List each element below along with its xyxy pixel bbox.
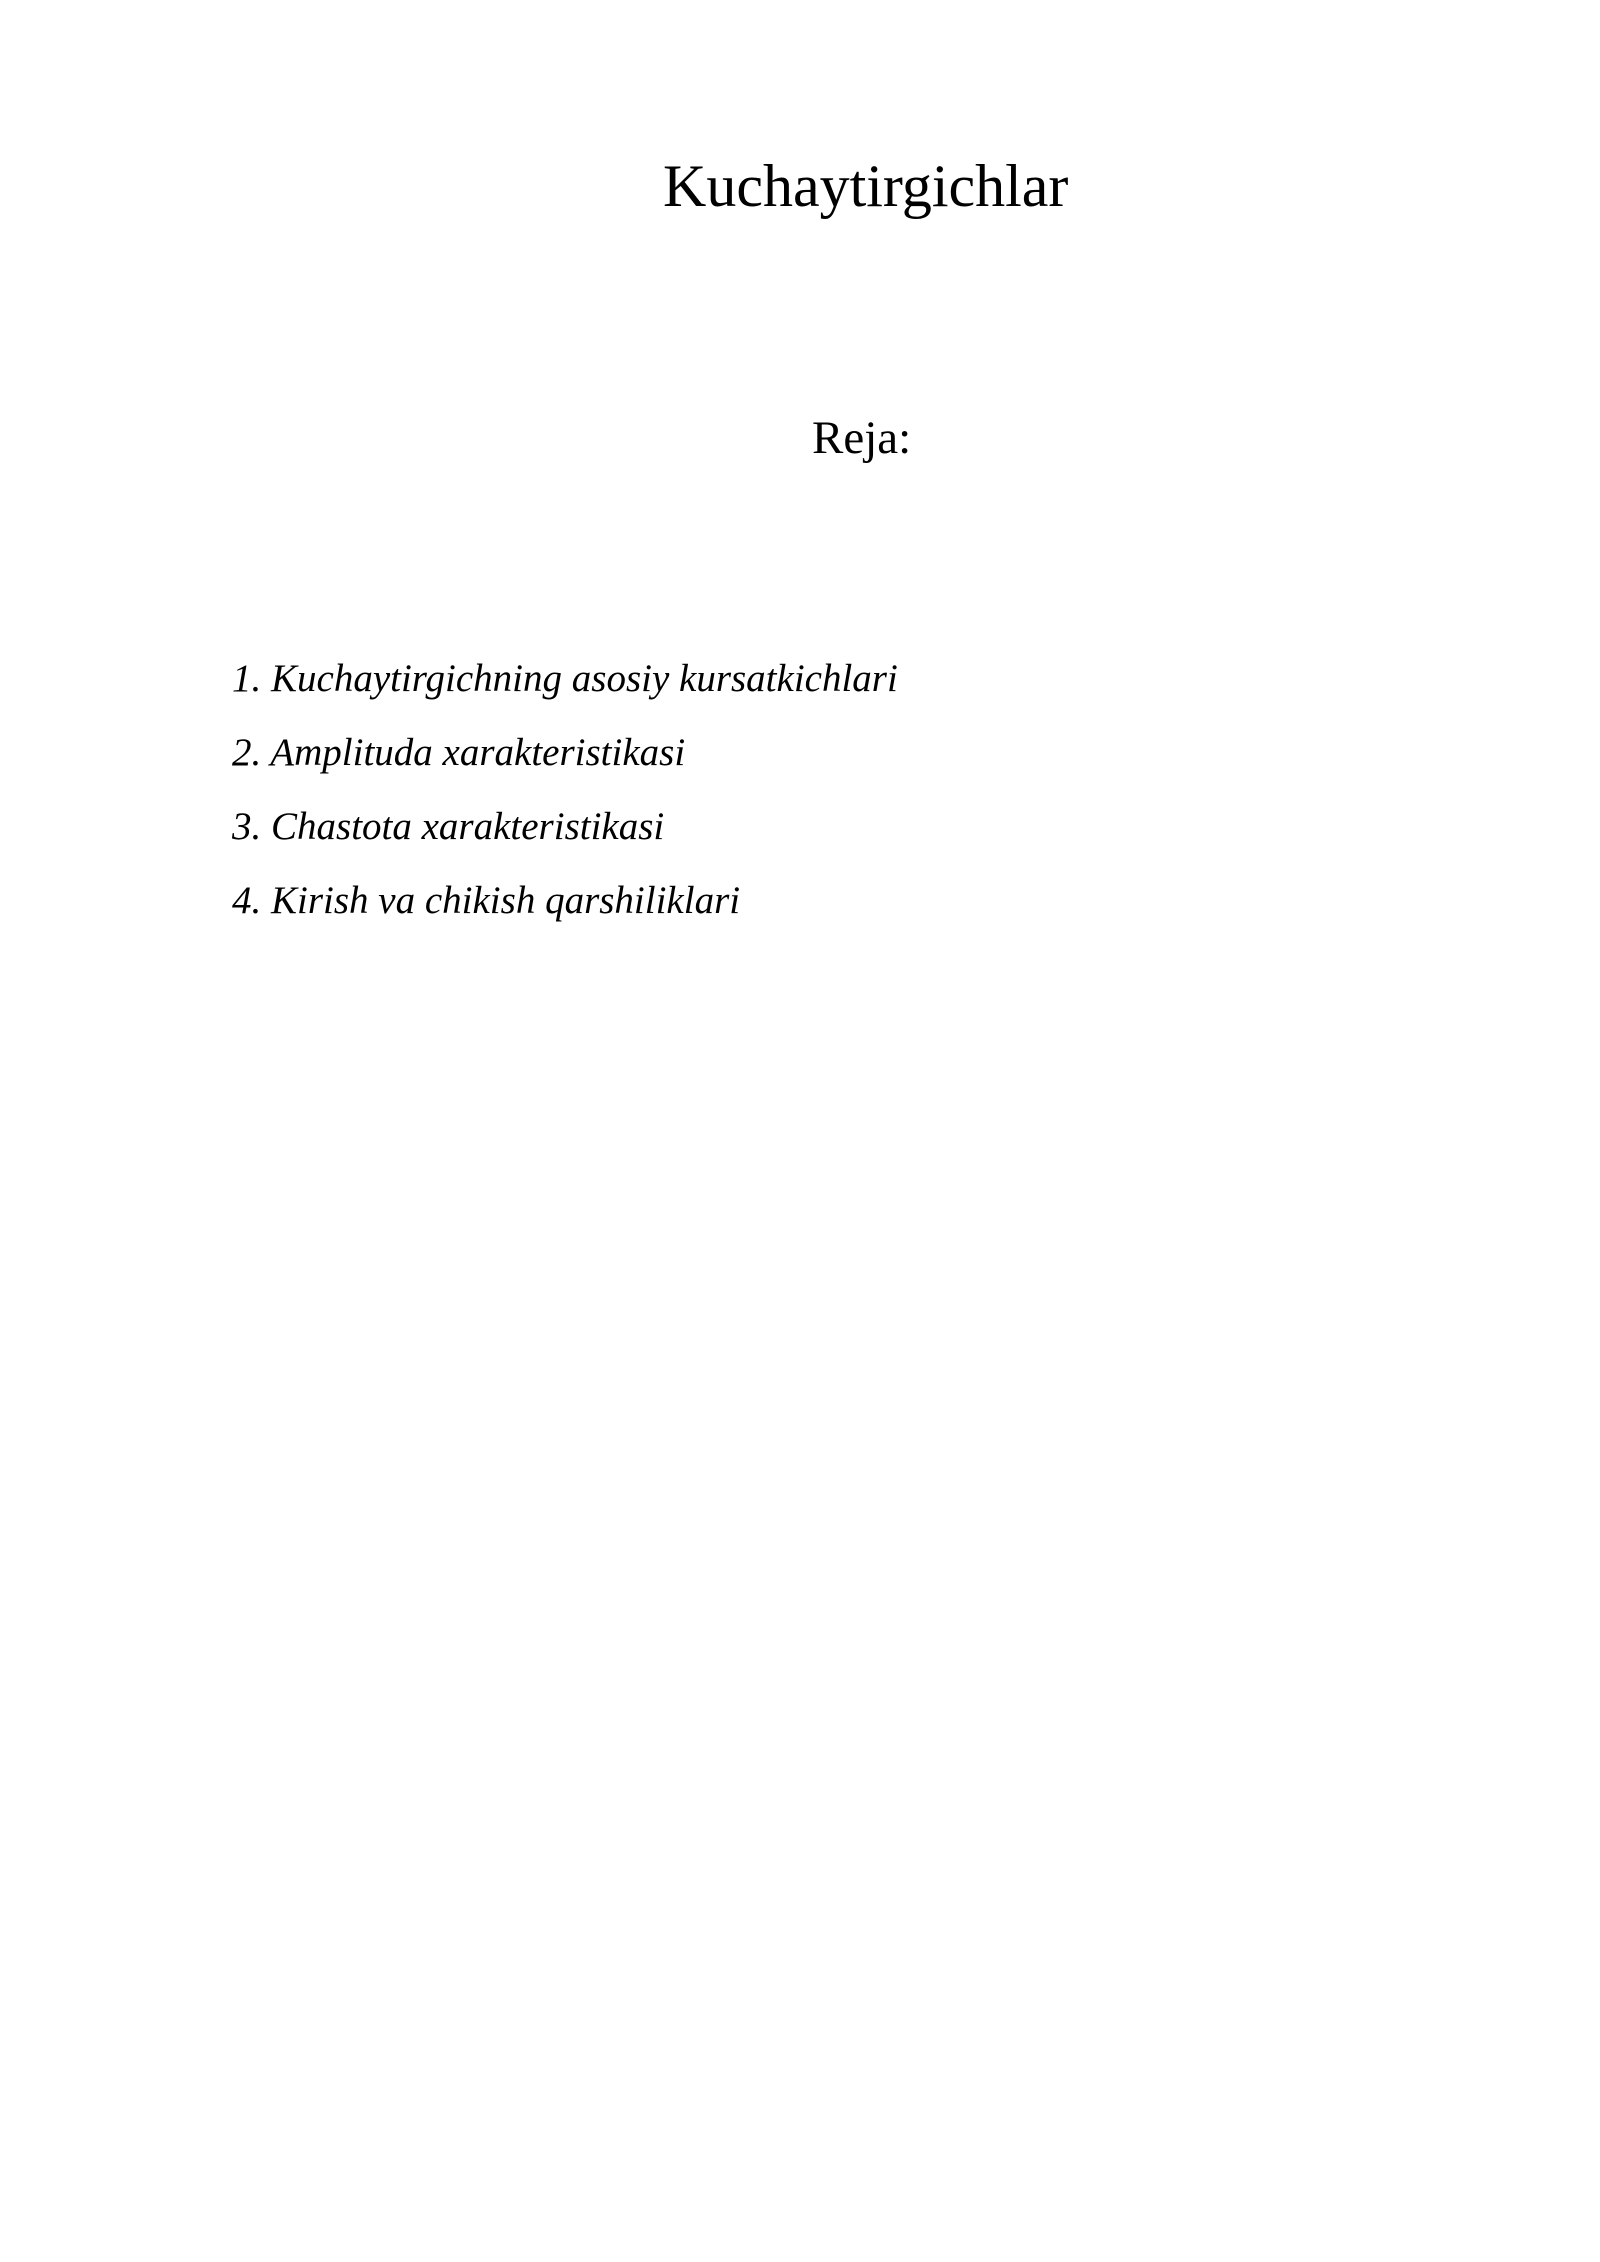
plan-item-number: 4.: [232, 879, 262, 922]
plan-list: [232, 642, 898, 938]
plan-item-text: Chastota xarakteristikasi: [271, 805, 665, 848]
plan-item-number: 2.: [232, 731, 262, 774]
plan-item-text: Kuchaytirgichning asosiy kursatkichlari: [271, 657, 898, 700]
document-title: Kuchaytirgichlar: [663, 153, 1069, 219]
plan-item: [232, 790, 898, 864]
plan-item: [232, 642, 898, 716]
plan-item: [232, 864, 898, 938]
plan-item-number: 1.: [232, 657, 262, 700]
plan-heading: Reja:: [812, 412, 912, 464]
plan-item-text: Kirish va chikish qarshiliklari: [271, 879, 741, 922]
plan-item-text: Amplituda xarakteristikasi: [270, 731, 686, 774]
plan-item-number: 3.: [232, 805, 262, 848]
plan-item: [232, 716, 898, 790]
